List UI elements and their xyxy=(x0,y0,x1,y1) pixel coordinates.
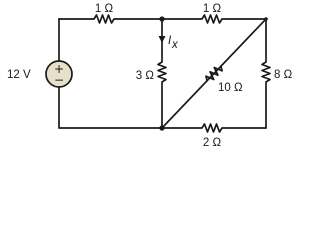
resistor-bottom-label: 2 Ω xyxy=(202,137,222,149)
resistor-top-left xyxy=(59,15,162,23)
resistor-top-left-label: 1 Ω xyxy=(94,3,114,15)
resistor-middle xyxy=(158,19,166,128)
resistor-right-label: 8 Ω xyxy=(274,69,293,81)
minus-sign: − xyxy=(53,73,65,87)
current-label-subscript: x xyxy=(172,39,178,51)
resistor-right xyxy=(262,19,270,128)
voltage-source xyxy=(46,61,72,87)
wire-left-lower xyxy=(59,87,162,128)
plus-sign: + xyxy=(53,62,65,76)
resistor-middle-label: 3 Ω xyxy=(135,70,154,82)
source-voltage-label: 12 V xyxy=(7,69,31,81)
resistor-top-right-label: 1 Ω xyxy=(202,3,222,15)
current-arrow xyxy=(159,36,166,43)
resistor-top-right xyxy=(162,15,266,23)
resistor-diagonal-label: 10 Ω xyxy=(218,82,243,94)
resistor-diagonal xyxy=(162,19,266,128)
resistor-bottom xyxy=(162,124,266,132)
diagonal-zigzag xyxy=(204,64,224,84)
current-label: I xyxy=(168,35,172,47)
node-top-right xyxy=(264,17,268,21)
